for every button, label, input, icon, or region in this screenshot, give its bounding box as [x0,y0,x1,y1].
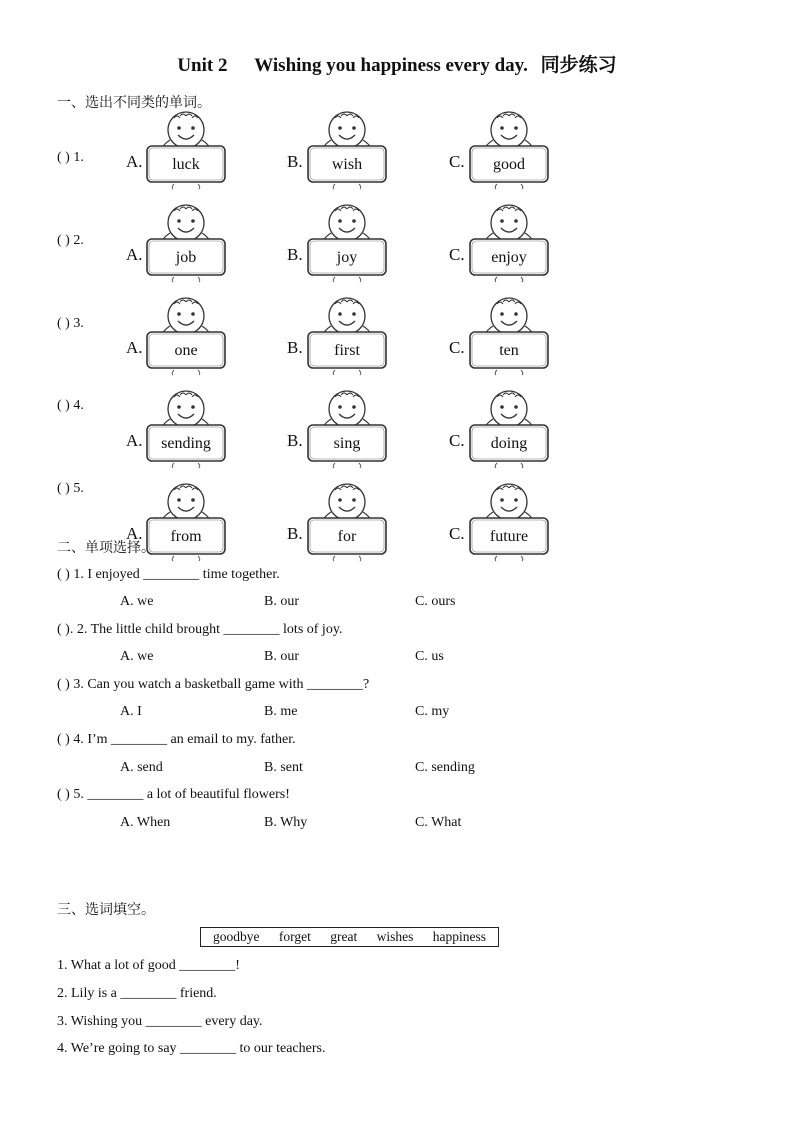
word-card [126,203,246,281]
word-card-label: future [489,528,529,545]
mc-option-b: B. sent [264,760,303,775]
mc-option-a: A. When [120,815,171,830]
mc-question-stem: ( ). 2. The little child brought ________ lots of joy. [57,622,343,637]
fill-sentence: 1. What a lot of good ________! [57,958,240,973]
word-card-label: joy [336,249,358,266]
option-letter: B. [287,338,303,357]
mc-option-c: C. ours [415,594,456,609]
option-letter: A. [126,524,143,543]
fill-sentence: 4. We’re going to say ________ to our teachers. [57,1041,326,1056]
word-card [126,296,246,374]
mc-option-b: B. our [264,649,299,664]
option-letter: A. [126,245,143,264]
mc-option-a: A. we [120,649,154,664]
word-bank-item: happiness [432,929,486,944]
mc-option-a: A. we [120,594,154,609]
option-letter: C. [449,431,465,450]
word-card [449,389,569,467]
mc-option-b: B. me [264,704,298,719]
word-bank-item: goodbye [213,929,260,944]
word-card-label: good [493,156,525,173]
word-card [126,110,246,188]
mc-option-a: A. send [120,760,163,775]
word-card-label: wish [331,156,363,173]
word-card-label: luck [172,156,200,173]
word-bank-item: great [330,929,358,944]
option-letter: A. [126,152,143,171]
fill-sentence: 2. Lily is a ________ friend. [57,986,217,1001]
word-bank [200,927,499,947]
mc-option-c: C. What [415,815,462,830]
section1-heading: 一、选出不同类的单词。 [57,96,211,111]
mc-option-b: B. Why [264,815,308,830]
question-number: ( ) 3. [57,316,84,331]
mc-question-stem: ( ) 4. I’m ________ an email to my. father. [57,732,296,747]
mc-option-a: A. I [120,704,142,719]
word-card [287,482,407,560]
option-letter: B. [287,245,303,264]
section3-heading: 三、选词填空。 [57,903,155,918]
option-letter: C. [449,245,465,264]
title-cn: 同步练习 [540,55,617,76]
mc-question-stem: ( ) 5. ________ a lot of beautiful flowers! [57,787,290,802]
word-card [287,389,407,467]
question-number: ( ) 5. [57,481,84,496]
word-card [287,296,407,374]
mc-option-b: B. our [264,594,299,609]
word-card [449,203,569,281]
word-card [287,203,407,281]
option-letter: B. [287,431,303,450]
title-unit: Unit 2 [177,55,228,76]
word-card [449,110,569,188]
word-card [449,296,569,374]
word-card [126,389,246,467]
option-letter: B. [287,152,303,171]
word-card-label: doing [490,435,528,452]
word-card [449,482,569,560]
question-number: ( ) 4. [57,398,84,413]
word-card-label: job [175,249,197,266]
mc-question-stem: ( ) 3. Can you watch a basketball game with ________? [57,677,370,692]
word-bank-item: wishes [376,929,414,944]
word-bank-item: forget [278,929,311,944]
mc-option-c: C. sending [415,760,475,775]
page-title [0,50,794,77]
mc-question-stem: ( ) 1. I enjoyed ________ time together. [57,567,280,582]
option-letter: C. [449,338,465,357]
word-card-label: one [174,342,198,359]
option-letter: A. [126,431,143,450]
option-letter: C. [449,152,465,171]
mc-option-c: C. my [415,704,450,719]
word-card-label: ten [499,342,519,359]
fill-sentence: 3. Wishing you ________ every day. [57,1014,263,1029]
word-card-label: enjoy [491,249,527,266]
word-card-label: first [334,342,360,359]
section2-heading: 二、单项选择。 [57,541,155,556]
question-number: ( ) 1. [57,150,84,165]
word-card [287,110,407,188]
title-text: Wishing you happiness every day. [254,55,528,76]
option-letter: A. [126,338,143,357]
mc-option-c: C. us [415,649,444,664]
word-card-label: for [337,528,357,545]
option-letter: C. [449,524,465,543]
question-number: ( ) 2. [57,233,84,248]
word-card-label: sending [161,435,211,452]
option-letter: B. [287,524,303,543]
word-card-label: from [170,528,202,545]
word-card-label: sing [333,435,361,452]
